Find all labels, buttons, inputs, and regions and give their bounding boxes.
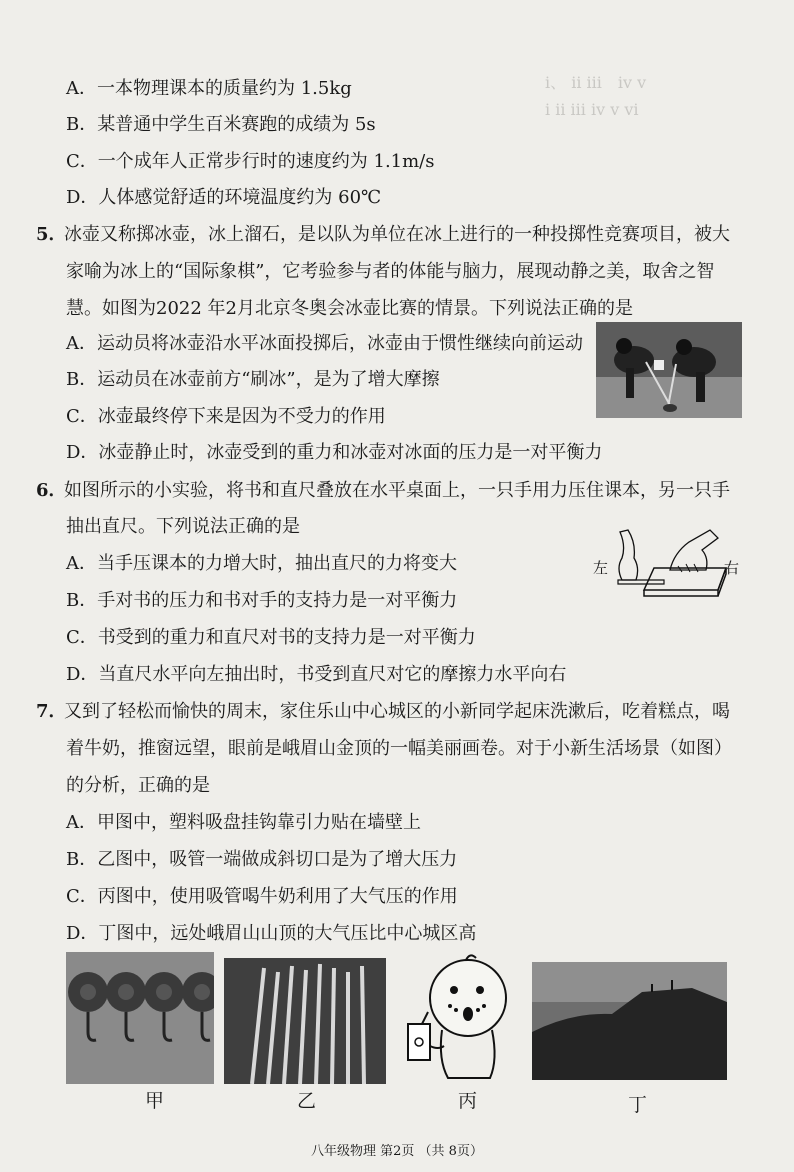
q6-option-c: C．书受到的重力和直尺对书的支持力是一对平衡力 [66, 627, 476, 648]
q7-number: 7． [36, 701, 67, 722]
page-footer: 八年级物理 第2页 （共 8页） [311, 1144, 483, 1159]
q4-option-b: B．某普通中学生百米赛跑的成绩为 5s [66, 114, 376, 135]
figure-caption-bing: 丙 [458, 1090, 478, 1112]
figure-caption-ding: 丁 [628, 1094, 648, 1116]
q7-stem-line: 的分析，正确的是 [66, 775, 210, 796]
q7-option-d: D．丁图中，远处峨眉山山顶的大气压比中心城区高 [66, 923, 477, 944]
q6-stem-line: 抽出直尺。下列说法正确的是 [66, 516, 300, 537]
straws-photo [224, 958, 386, 1084]
q4-option-d: D．人体感觉舒适的环境温度约为 60℃ [66, 187, 382, 208]
bleed-through-text: ⅰ ⅱ ⅲ ⅳ ⅴ ⅵ [545, 100, 639, 119]
suction-hooks-photo [66, 952, 214, 1084]
q5-option-c: C．冰壶最终停下来是因为不受力的作用 [66, 406, 386, 427]
q5-stem-line: 家喻为冰上的“国际象棋”，它考验参与者的体能与脑力，展现动静之美，取舍之智 [66, 261, 715, 282]
bleed-through-text: ⅰ、 ⅱ ⅲ ⅳ ⅴ [545, 73, 647, 92]
q5-option-b: B．运动员在冰壶前方“刷冰”，是为了增大摩擦 [66, 369, 440, 390]
q4-option-a: A．一本物理课本的质量约为 1.5kg [66, 78, 352, 99]
q7-option-b: B．乙图中，吸管一端做成斜切口是为了增大压力 [66, 849, 458, 870]
book-ruler-figure [614, 528, 734, 598]
figure-label-left: 左 [593, 559, 609, 577]
q6-option-b: B．手对书的压力和书对手的支持力是一对平衡力 [66, 590, 458, 611]
q5-number: 5． [36, 224, 67, 245]
cartoon-boy-milk [398, 950, 518, 1084]
q7-stem-line: 着牛奶，推窗远望，眼前是峨眉山金顶的一幅美丽画卷。对于小新生活场景（如图） [66, 738, 732, 759]
q5-stem-line: 慧。如图为2022 年2月北京冬奥会冰壶比赛的情景。下列说法正确的是 [66, 298, 633, 319]
q4-option-c: C．一个成年人正常步行时的速度约为 1.1m/s [66, 151, 435, 172]
mountain-photo [532, 962, 727, 1080]
q6-number: 6． [36, 480, 67, 501]
figure-caption-jia: 甲 [145, 1090, 165, 1112]
q7-option-a: A．甲图中，塑料吸盘挂钩靠引力贴在墙壁上 [66, 812, 421, 833]
q7-option-c: C．丙图中，使用吸管喝牛奶利用了大气压的作用 [66, 886, 458, 907]
figure-label-right: 右 [724, 559, 740, 577]
q5-option-d: D．冰壶静止时，冰壶受到的重力和冰壶对冰面的压力是一对平衡力 [66, 442, 603, 463]
q6-stem-line: 如图所示的小实验，将书和直尺叠放在水平桌面上，一只手用力压住课本，另一只手 [64, 480, 730, 501]
q6-option-a: A．当手压课本的力增大时，抽出直尺的力将变大 [66, 553, 457, 574]
q5-stem-line: 冰壶又称掷冰壶，冰上溜石，是以队为单位在冰上进行的一种投掷性竞赛项目，被大 [64, 224, 730, 245]
q5-option-a: A．运动员将冰壶沿水平冰面投掷后，冰壶由于惯性继续向前运动 [66, 333, 583, 354]
figure-caption-yi: 乙 [297, 1090, 317, 1112]
q7-stem-line: 又到了轻松而愉快的周末，家住乐山中心城区的小新同学起床洗漱后，吃着糕点，喝 [64, 701, 730, 722]
curling-photo [596, 322, 742, 418]
q6-option-d: D．当直尺水平向左抽出时，书受到直尺对它的摩擦力水平向右 [66, 664, 567, 685]
